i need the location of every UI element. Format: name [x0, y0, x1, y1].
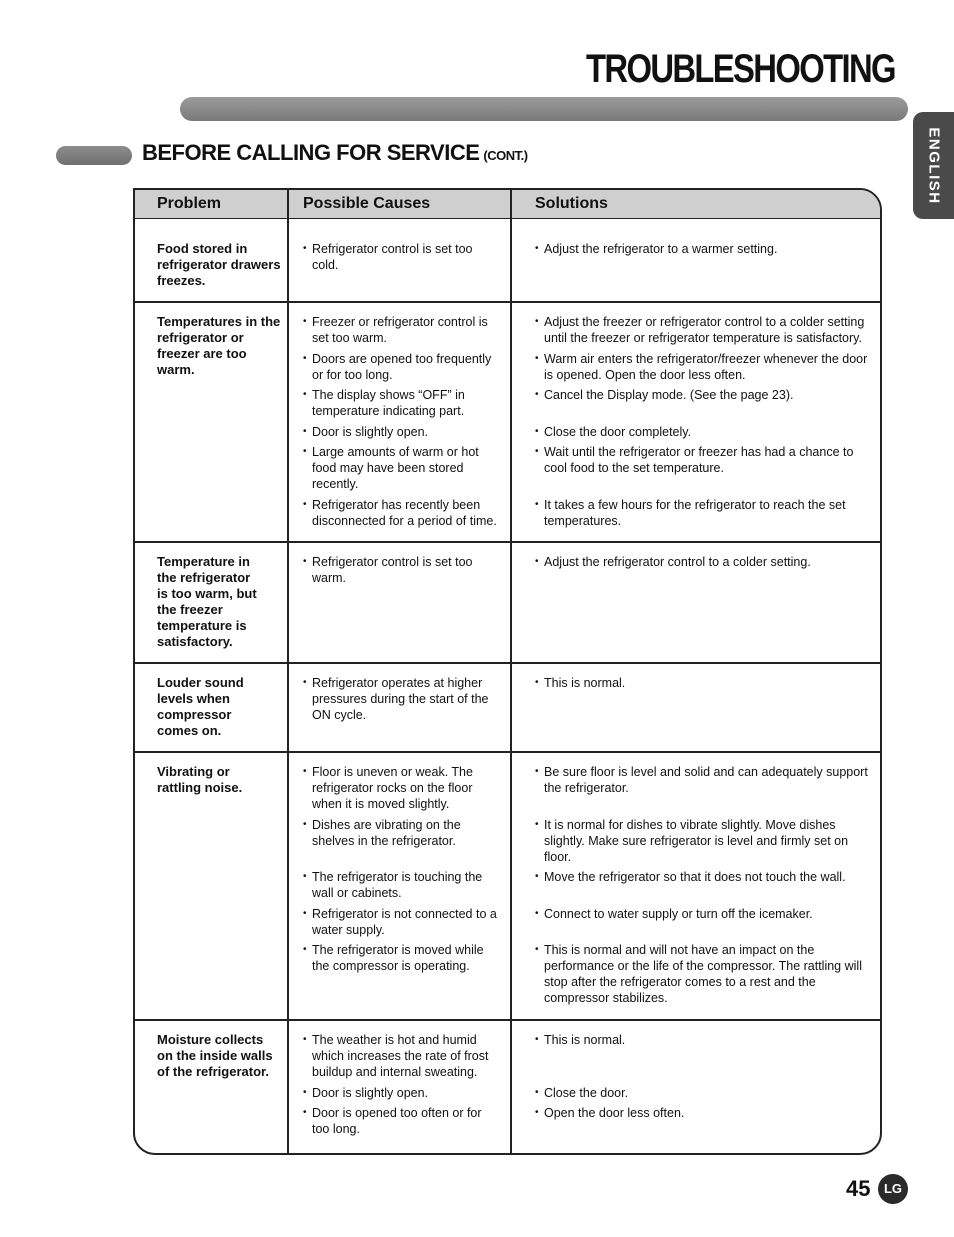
page-number: 45 [846, 1176, 871, 1201]
solution-item: • Open the door less often. [535, 1105, 871, 1121]
title-bar [180, 97, 908, 121]
solution-item: • Adjust the freezer or refrigerator control to a colder setting until the freezer or refrigerator temperature is satisfactory. [535, 314, 871, 346]
cause-item: • The refrigerator is moved while the compressor is operating. [303, 942, 499, 974]
cause-item: • Doors are opened too frequently or for too long. [303, 351, 499, 383]
solution-item: • It takes a few hours for the refrigerator to reach the set temperatures. [535, 497, 871, 529]
problem-text: Food stored in refrigerator drawers freezes. [157, 241, 281, 288]
problem-text: Moisture collects on the inside walls of the refrigerator. [157, 1032, 273, 1079]
cause-item: • The refrigerator is touching the wall or cabinets. [303, 869, 499, 901]
row-divider [135, 301, 880, 303]
solution-item: • Close the door. [535, 1085, 871, 1101]
cause-item: • Door is slightly open. [303, 424, 499, 440]
causes-list [303, 241, 499, 278]
problem-text: Temperatures in the refrigerator or freezer are too warm. [157, 314, 281, 377]
lg-logo-icon: LG [878, 1174, 908, 1204]
section-title-text: BEFORE CALLING FOR SERVICE [142, 140, 480, 165]
cause-item: • Refrigerator control is set too warm. [303, 554, 499, 586]
solutions-list [535, 764, 871, 1011]
solution-item: • Cancel the Display mode. (See the page 23). [535, 387, 871, 403]
cause-item: • The weather is hot and humid which increases the rate of frost buildup and internal sweating. [303, 1032, 499, 1080]
column-divider [510, 190, 512, 1153]
column-divider [287, 190, 289, 1153]
problem-text: Louder sound levels when compressor comes on. [157, 675, 244, 738]
cause-item: • Door is opened too often or for too long. [303, 1105, 499, 1137]
section-pill [56, 146, 132, 165]
solution-item: • Close the door completely. [535, 424, 871, 440]
cause-item: • Large amounts of warm or hot food may have been stored recently. [303, 444, 499, 492]
solution-item: • Wait until the refrigerator or freezer has had a chance to cool food to the set temperature. [535, 444, 871, 476]
page-title: TROUBLESHOOTING [586, 47, 895, 91]
header-causes: Possible Causes [303, 195, 431, 212]
cause-item: • Dishes are vibrating on the shelves in the refrigerator. [303, 817, 499, 849]
solution-item: • This is normal. [535, 1032, 871, 1048]
solutions-list [535, 1032, 871, 1126]
cause-item: • Freezer or refrigerator control is set too warm. [303, 314, 499, 346]
causes-list [303, 675, 499, 728]
language-tab [913, 112, 954, 219]
language-tab-label: ENGLISH [925, 126, 942, 205]
solution-item: • Be sure floor is level and solid and can adequately support the refrigerator. [535, 764, 871, 796]
row-divider [135, 751, 880, 753]
cause-item: • Floor is uneven or weak. The refrigerator rocks on the floor when it is moved slightly. [303, 764, 499, 812]
cause-item: • Refrigerator has recently been disconnected for a period of time. [303, 497, 499, 529]
solutions-list [535, 314, 871, 533]
cause-item: • The display shows “OFF” in temperature indicating part. [303, 387, 499, 419]
troubleshooting-table [133, 188, 882, 1155]
section-title [142, 140, 528, 170]
solution-item: • This is normal. [535, 675, 871, 691]
solution-item: • Adjust the refrigerator to a warmer setting. [535, 241, 871, 257]
solution-item: • This is normal and will not have an impact on the performance or the life of the compressor. The rattling will stop after the refrigerator comes to a rest and the compressor stabilizes. [535, 942, 871, 1006]
causes-list [303, 314, 499, 533]
problem-text: Vibrating or rattling noise. [157, 764, 243, 795]
cause-item: • Refrigerator operates at higher pressures during the start of the ON cycle. [303, 675, 499, 723]
solution-item: • Connect to water supply or turn off the icemaker. [535, 906, 871, 922]
row-divider [135, 541, 880, 543]
causes-list [303, 554, 499, 591]
header-solutions: Solutions [535, 195, 608, 212]
cause-item: • Refrigerator control is set too cold. [303, 241, 499, 273]
row-divider [135, 662, 880, 664]
cause-item: • Refrigerator is not connected to a water supply. [303, 906, 499, 938]
row-divider [135, 1019, 880, 1021]
header-problem: Problem [157, 195, 222, 212]
solution-item: • It is normal for dishes to vibrate slightly. Move dishes slightly. Make sure refrigerator is level and firmly set on floor. [535, 817, 871, 865]
section-title-suffix: (CONT.) [483, 148, 528, 163]
table-header [135, 190, 880, 219]
causes-list [303, 764, 499, 979]
solutions-list [535, 675, 871, 696]
causes-list [303, 1032, 499, 1142]
problem-text: Temperature in the refrigerator is too warm, but the freezer temperature is satisfactory. [157, 554, 257, 649]
solution-item: • Warm air enters the refrigerator/freezer whenever the door is opened. Open the door less often. [535, 351, 871, 383]
solution-item: • Move the refrigerator so that it does not touch the wall. [535, 869, 871, 885]
cause-item: • Door is slightly open. [303, 1085, 499, 1101]
solution-item: • Adjust the refrigerator control to a colder setting. [535, 554, 871, 570]
solutions-list [535, 554, 871, 575]
solutions-list [535, 241, 871, 262]
